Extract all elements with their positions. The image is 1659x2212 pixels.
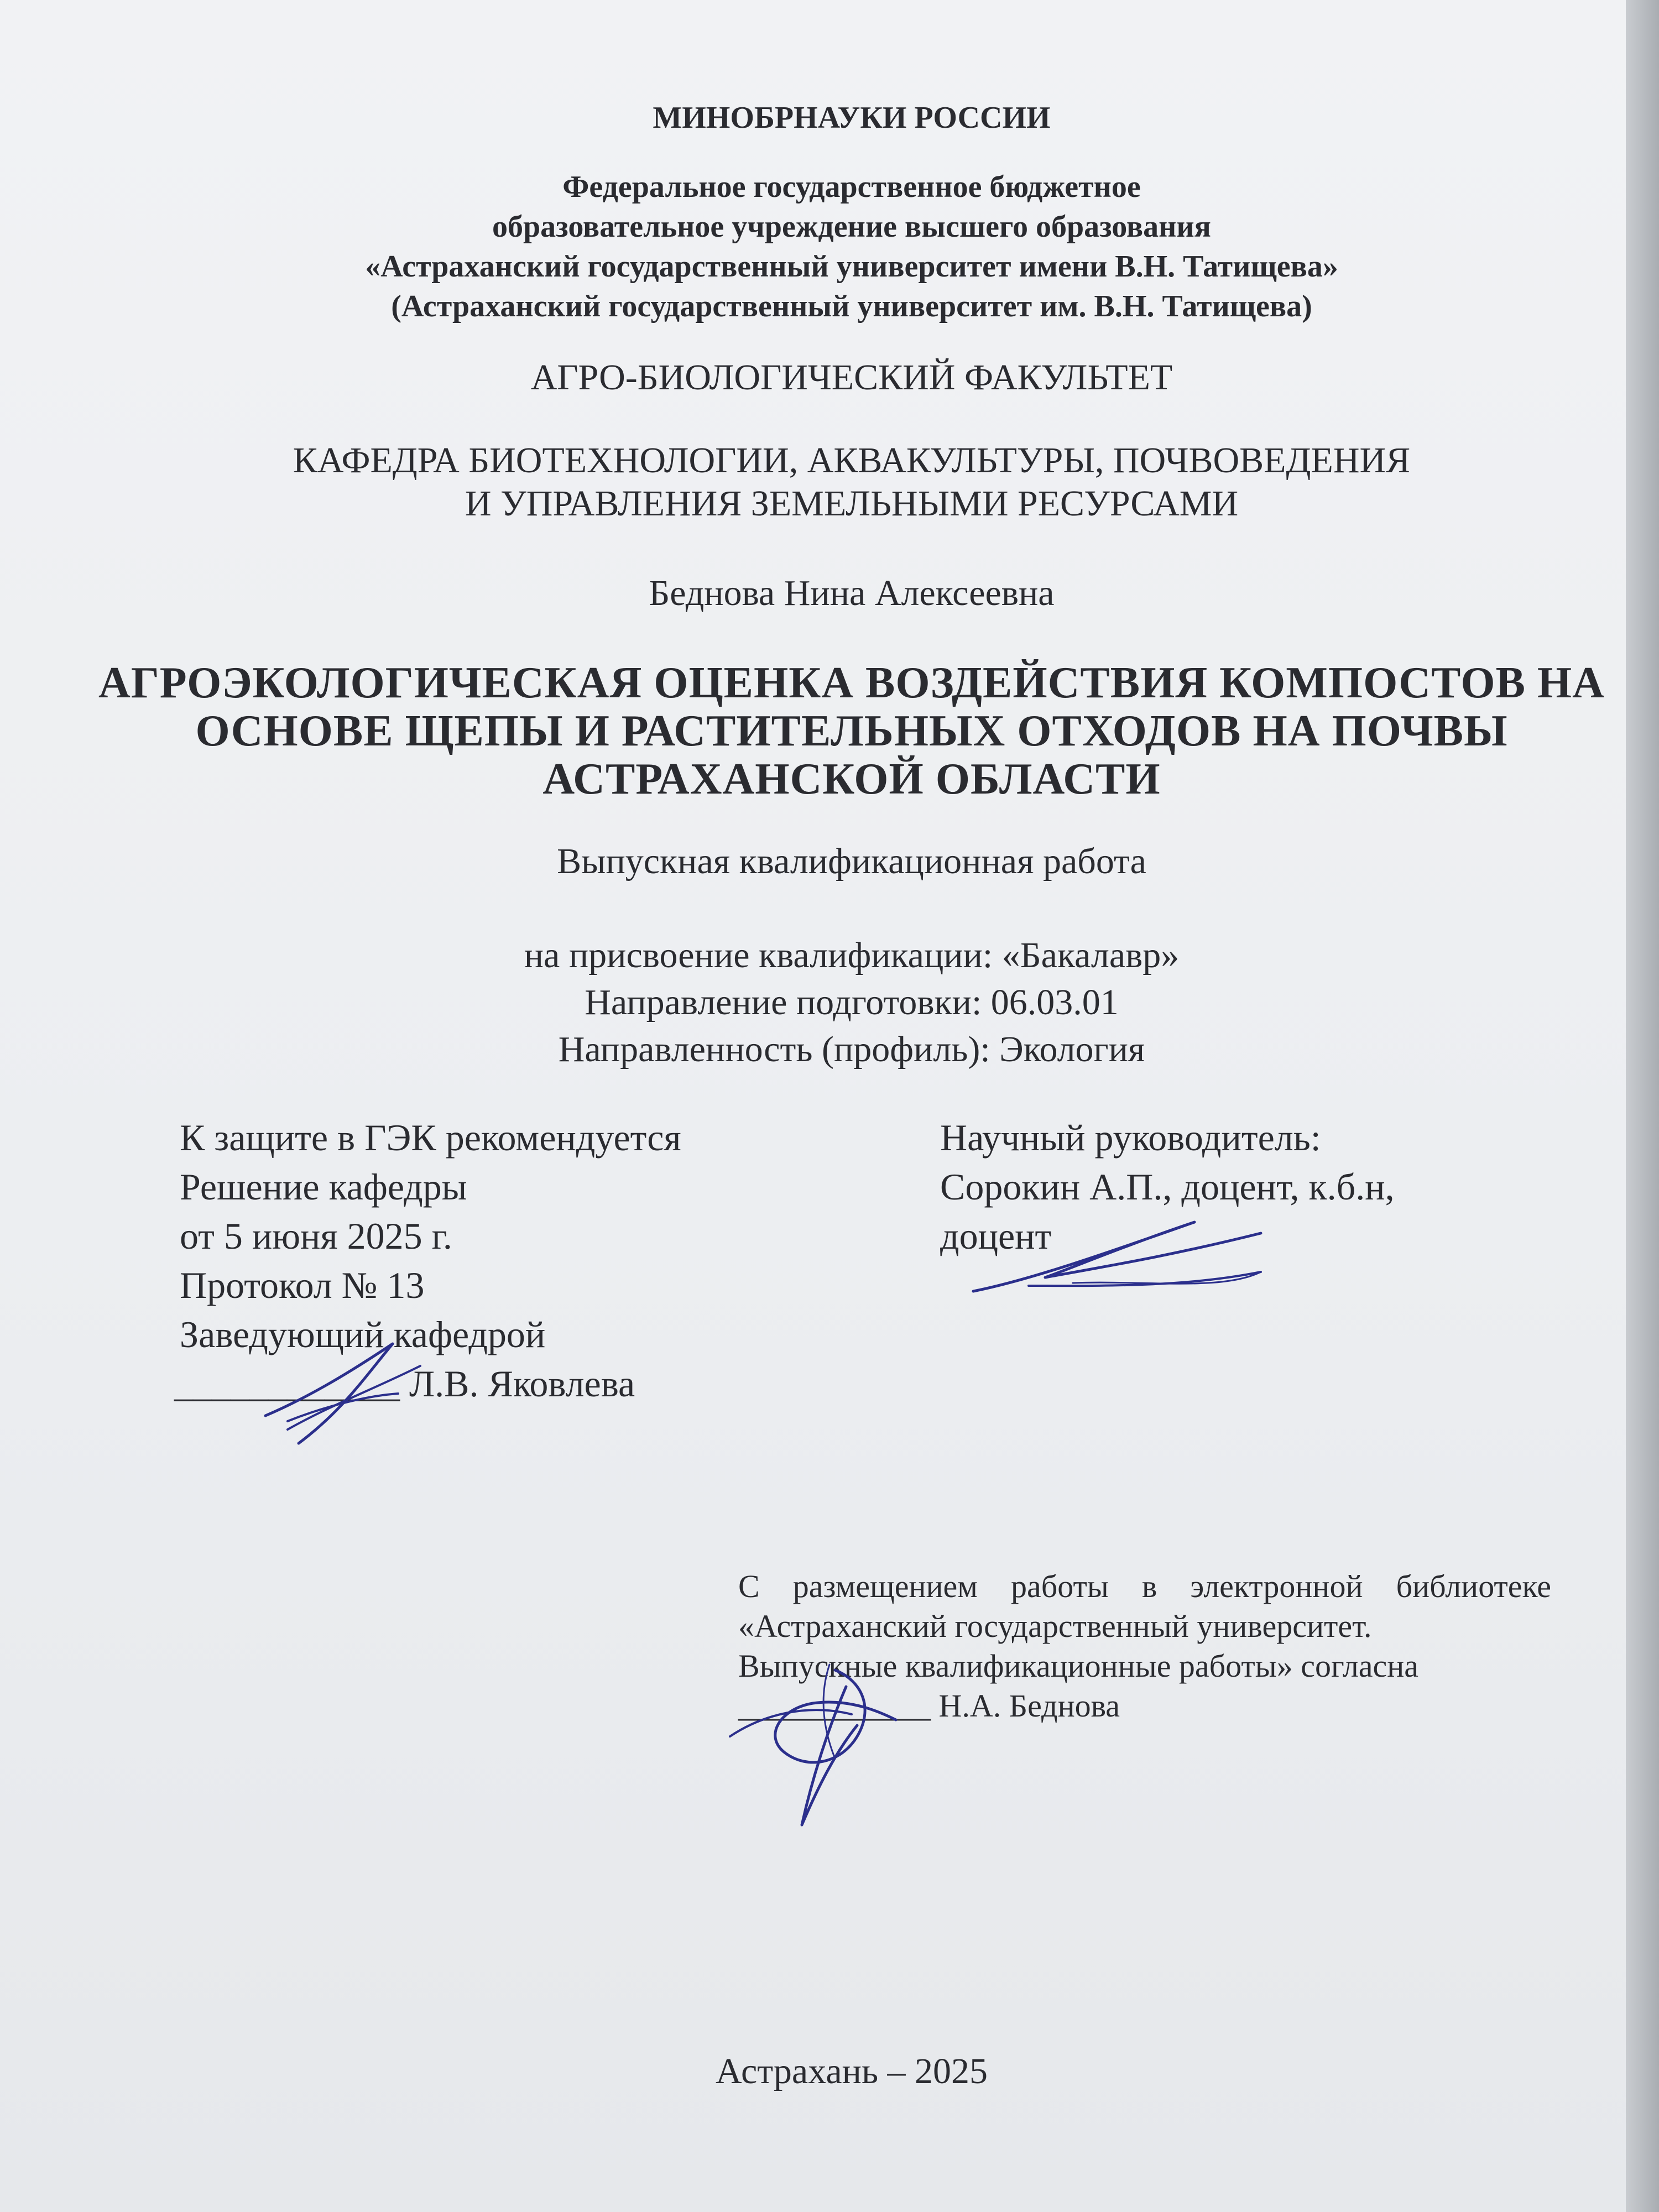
qualification-line: на присвоение квалификации: «Бакалавр» [524, 935, 1180, 975]
supervisor-signature [962, 1189, 1294, 1311]
thesis-title-line-3: АСТРАХАНСКОЙ ОБЛАСТИ [542, 755, 1161, 804]
consent-line-2: «Астраханский государственный университет. [738, 1608, 1372, 1644]
thesis-title-line-1: АГРОЭКОЛОГИЧЕСКАЯ ОЦЕНКА ВОЗДЕЙСТВИЯ КОМПОСТОВ НА [98, 659, 1605, 707]
defense-recommendation: К защите в ГЭК рекомендуется [180, 1117, 681, 1159]
thesis-title-line-2: ОСНОВЕ ЩЕПЫ И РАСТИТЕЛЬНЫХ ОТХОДОВ НА ПОЧВЫ [195, 707, 1508, 755]
institution-line-1: Федеральное государственное бюджетное [562, 170, 1141, 204]
consent-line-3: Выпускные квалификационные работы» согласна [738, 1648, 1419, 1684]
ministry-heading: МИНОБРНАУКИ РОССИИ [653, 101, 1051, 135]
institution-line-3: «Астраханский государственный университет имени В.Н. Татищева» [365, 249, 1338, 284]
institution-line-4: (Астраханский государственный университет им. В.Н. Татищева) [391, 289, 1312, 324]
department-line-1: КАФЕДРА БИОТЕХНОЛОГИИ, АКВАКУЛЬТУРЫ, ПОЧВОВЕДЕНИЯ [293, 440, 1411, 481]
training-direction-line: Направление подготовки: 06.03.01 [585, 982, 1119, 1022]
head-of-department-signature-line: ____________ Л.В. Яковлева [174, 1363, 635, 1405]
supervisor-title: доцент [940, 1215, 1052, 1257]
institution-line-2: образовательное учреждение высшего образования [492, 210, 1211, 244]
decision-date: от 5 июня 2025 г. [180, 1215, 452, 1257]
author-signature [719, 1648, 968, 1836]
department-decision: Решение кафедры [180, 1166, 467, 1208]
head-of-department-label: Заведующий кафедрой [180, 1313, 546, 1355]
consent-line-1: С размещением работы в электронной библиотеке [738, 1568, 1551, 1604]
profile-line: Направленность (профиль): Экология [558, 1029, 1145, 1070]
head-of-department-signature [254, 1327, 487, 1454]
page-edge-shadow [1626, 0, 1659, 2212]
faculty-name: АГРО-БИОЛОГИЧЕСКИЙ ФАКУЛЬТЕТ [530, 357, 1173, 398]
consent-signature-line: ____________ Н.А. Беднова [738, 1688, 1120, 1724]
protocol-number: Протокол № 13 [180, 1264, 425, 1306]
author-name: Беднова Нина Алексеевна [649, 573, 1055, 613]
city-year: Астрахань – 2025 [715, 2051, 988, 2091]
supervisor-label: Научный руководитель: [940, 1117, 1321, 1159]
work-type: Выпускная квалификационная работа [557, 841, 1146, 881]
supervisor-name: Сорокин А.П., доцент, к.б.н, [940, 1166, 1395, 1208]
department-line-2: И УПРАВЛЕНИЯ ЗЕМЕЛЬНЫМИ РЕСУРСАМИ [465, 483, 1239, 524]
